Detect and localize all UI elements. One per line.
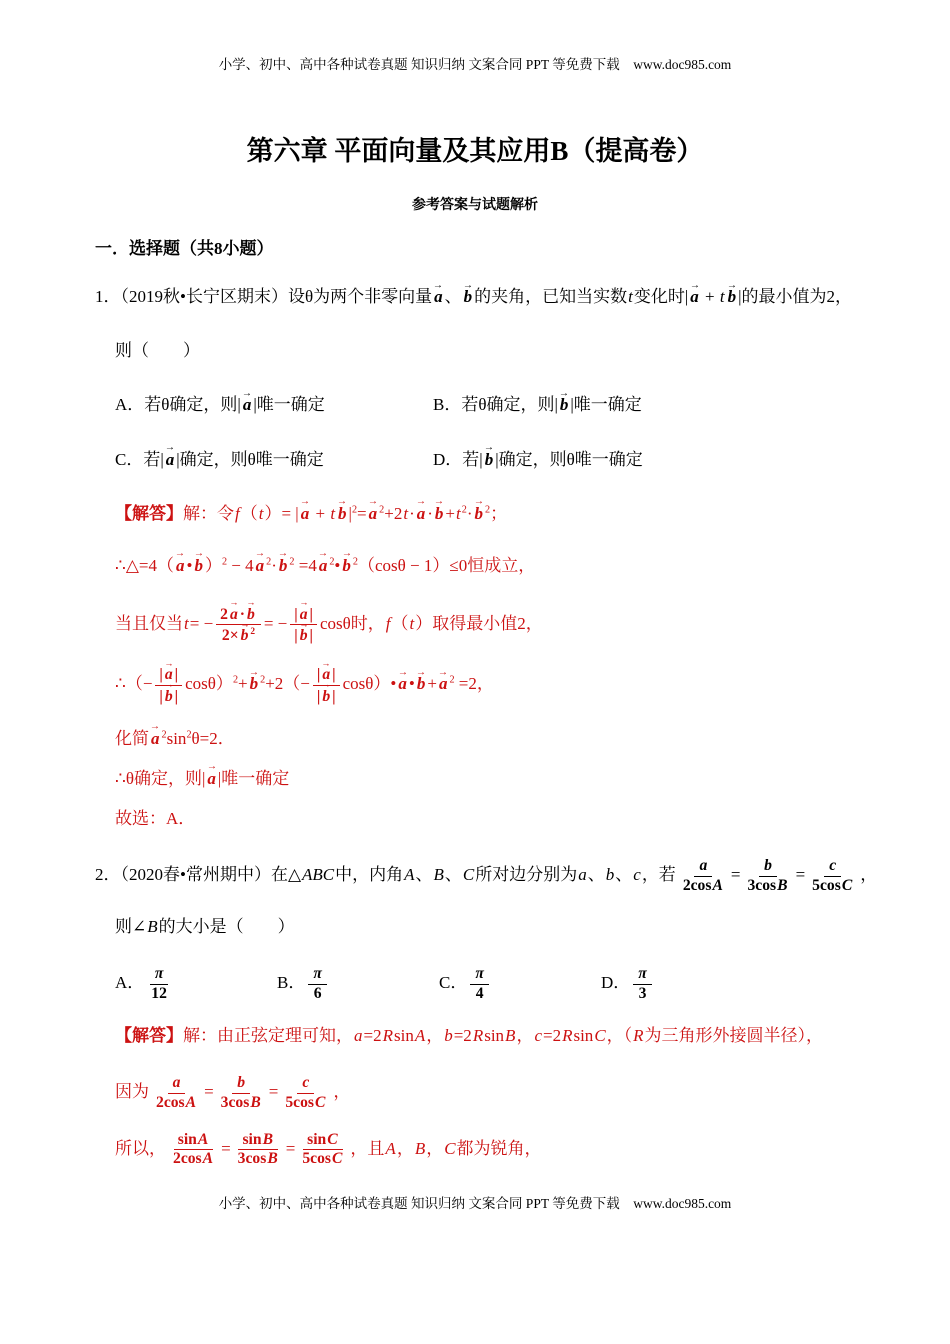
q1-option-c: C．若| a → |确定，则θ唯一确定 [115,446,433,474]
math-variable: B [262,1130,273,1148]
math-vector: a → [688,285,701,307]
fraction-denominator: 2cosA [156,1093,197,1111]
math-variable: C [594,1025,606,1045]
math-variable: t [403,503,409,523]
math-superscript: 2 [221,555,228,567]
math-variable: c [534,1025,542,1045]
fraction-denominator: 12 [151,985,167,1003]
math-vector: b → [462,285,475,307]
q1-options-row-2 [115,446,864,474]
math-superscript: 2 [250,627,256,638]
math-variable: c [829,856,837,874]
fraction-numerator: | a → | [290,604,317,626]
math-variable: a [578,865,587,885]
math-vector: a → [415,502,428,524]
header-text: 小学、初中、高中各种试卷真题 知识归纳 文案合同 PPT 等免费下载 www.doc985.com [218,57,732,72]
fraction-numerator: | a → | [313,664,340,686]
q1-solution-step-5: 化简 $a \to ^2\sin^2\theta=2$． [115,725,864,753]
math-variable: a [699,856,708,874]
math-vector: b → [163,686,175,706]
q2-solution-step-1: 【解答】解：由正弦定理可知，a=2RsinA，b=2RsinB，c=2RsinC，（R为三角形外接圆半径）， [115,1025,824,1045]
q1-option-b: B．若θ确定，则| b → |唯一确定 [433,391,642,419]
question-2 [95,856,878,1169]
math-superscript: 2 [329,555,335,567]
fraction-denominator: | b → | [155,686,182,707]
math-variable: π [313,965,322,983]
fraction-numerator [308,965,327,985]
math-variable: a [354,1025,363,1045]
math-variable: R [472,1025,484,1045]
math-fraction [234,1131,283,1170]
math-fraction [290,604,317,647]
math-vector: a → [149,727,162,749]
math-bold-text: 【解答】 [115,1025,183,1045]
fraction-denominator: 3cosB [237,1150,278,1168]
math-variable: c [633,865,641,885]
math-vector: a → [437,672,450,694]
q1-option-d: D．若| b → |确定，则θ唯一确定 [433,446,643,474]
math-variable: a [172,1074,181,1092]
math-variable: t [719,287,725,307]
math-vector: a → [432,285,445,307]
math-superscript: 2 [352,555,358,567]
fraction-numerator [759,857,777,877]
math-superscript: 2 [266,555,272,567]
question-1 [95,283,864,832]
math-variable: t [456,503,461,523]
math-superscript: 2 [379,503,385,515]
math-variable: A [185,1093,197,1111]
math-bold-text: 【解答】 [115,503,183,523]
math-vector: b → [192,554,205,576]
math-fraction [147,965,171,1004]
math-variable: A [712,876,723,894]
q2-option-a: A． $\frac{\pi}{12}$ [115,965,277,1004]
doc-footer [0,1192,950,1212]
fraction-denominator: 5cosC [285,1093,326,1111]
fraction-numerator [824,857,841,877]
math-fraction [308,965,327,1004]
q2-solution-step-2: 因为 $\frac{a}{2\cos A}$ = $\frac{b}{3\cos B}$ = $\frac{c}{5\cos C}$ ， [115,1074,351,1111]
math-variable: C [315,1093,326,1111]
math-variable: A [404,865,415,885]
math-variable: c [302,1074,310,1092]
math-vector: a → [254,554,267,576]
fraction-denominator: 3 [638,985,647,1003]
math-variable: A [414,1025,426,1045]
math-fraction [298,1131,347,1170]
math-vector: a → [317,554,330,576]
math-variable: π [475,965,484,983]
math-vector: b → [726,285,739,307]
math-variable: b [237,1074,246,1092]
fraction-denominator: 4 [475,985,484,1003]
math-variable: B [777,876,788,894]
fraction-numerator: 2 a → · b → [216,604,261,626]
math-variable: π [638,965,647,983]
math-superscript: 2 [289,555,295,567]
q1-solution-step-4: ∴（− $\frac{| a \to |}{| b \to |}$ cosθ）$^2$+ b → $^2$+2（− $\frac{| a \to |}{| b \to |}$ cosθ）• a → • b → + a → $^2$ =2， [115,664,864,707]
math-vector: a → [298,604,310,624]
fraction-numerator: sinC [303,1131,343,1151]
math-variable: A [385,1138,396,1158]
fraction-numerator: sinA [174,1131,214,1151]
math-vector: b → [277,554,290,576]
fraction-denominator: 3cosB [220,1093,261,1111]
math-superscript: 2 [485,503,491,515]
math-fraction [217,1074,266,1113]
fraction-denominator: 2× b → $^2$ [218,625,259,646]
math-variable: B [433,865,444,885]
math-fraction [216,604,261,647]
math-vector: b → [558,393,571,415]
math-vector: a → [241,393,254,415]
q1-solution-step-3: 当且仅当t= − $\frac{2 a \to \cdot b \to}{2\times b \to ^2}$ = − $\frac{| a \to |}{| b \to |}$ cosθ时，f（t）取得最小值2， [115,604,864,647]
q2-option-b: B． $\frac{\pi}{6}$ [277,965,439,1004]
math-vector: b → [415,672,428,694]
q2-stem: 2．（2020春•常州期中）在△ABC中，内角A、B、C所对边分别为a、b、c，若 $\frac{a}{2\cos A}$ = $\frac{b}{3\cos B}$ = $\frac{c}{5\cos C}$ ， [95,856,878,894]
math-vector: b → [336,502,349,524]
math-variable: t [330,503,336,523]
q1-solution-step-2: ∴△=4（ a → • b → ）$^2$ − 4 a → $^2$· b → $^2$ =4 a → $^2$• b → $^2$（cosθ − 1）≤0恒成立， [115,552,864,580]
math-vector: a → [164,448,177,470]
fraction-numerator [168,1074,186,1094]
math-variable: C [462,865,475,885]
math-vector: b → [320,686,332,706]
fraction-denominator: | b → | [313,686,340,707]
math-vector: b → [340,554,353,576]
math-vector: b → [473,502,486,524]
math-vector: a → [174,554,187,576]
math-vector: b → [433,502,446,524]
math-fraction [155,664,182,707]
fraction-numerator [633,965,652,985]
footer-text: 小学、初中、高中各种试卷真题 知识归纳 文案合同 PPT 等免费下载 www.doc985.com [218,1196,732,1211]
math-vector: b → [245,604,257,624]
q1-solution-step-1: 【解答】解：令f（t）= | a → + t $b \to |^2= a \to ^2+2t\cdot a$ → · $b \to +t^2\cdot b \to ^2$； [115,500,864,528]
math-variable: ABC [302,865,335,885]
fraction-numerator [470,965,489,985]
math-vector: a → [367,502,380,524]
fraction-numerator [150,965,169,985]
fraction-denominator: | b → | [290,625,317,646]
math-variable: R [562,1025,573,1045]
math-superscript: 2 [449,674,455,686]
math-variable: C [327,1130,338,1148]
page-subtitle: 参考答案与试题解析 [412,197,538,213]
math-fraction [169,1131,218,1170]
q1-stem: 1．（2019秋•长宁区期末）设θ为两个非零向量 a → 、 b → 的夹角，已知当实数t变化时| a → + t b → |的最小值为2， [95,283,864,311]
fraction-denominator: 5cosC [302,1150,343,1168]
q1-solution-step-6: ∴θ确定，则| a → |唯一确定 [115,765,864,793]
math-vector: b → [298,625,310,645]
math-vector: a → [228,604,240,624]
q2-solution-step-3: 所以， $\frac{\sin A}{2\cos A}$ = $\frac{\sin B}{3\cos B}$ = $\frac{\sin C}{5\cos C}$ ，且A，B，C都为锐角， [115,1130,542,1168]
math-vector: b → [248,672,261,694]
math-variable: b [444,1025,453,1045]
math-vector: a → [205,767,218,789]
math-fraction [633,965,652,1004]
fraction-denominator: 3cosB [747,876,788,894]
math-fraction [281,1074,330,1113]
math-superscript: 2 [260,674,266,686]
q1-option-a: A．若θ确定，则| a → |唯一确定 [115,391,433,419]
math-variable: B [505,1025,516,1045]
fraction-numerator: | a → | [155,664,182,686]
q2-prompt: 则∠B的大小是（ ） [115,917,295,937]
fraction-denominator: 6 [313,985,322,1003]
math-fraction [313,664,340,707]
math-variable: B [147,917,158,937]
q1-options-row-1 [115,391,864,419]
math-variable: t [184,613,189,633]
math-vector: b → [239,625,251,645]
math-variable: t [258,503,264,523]
math-superscript: 2 [186,729,192,741]
math-vector: a → [299,502,312,524]
fraction-numerator [694,857,712,877]
math-variable: R [633,1025,644,1045]
section-heading: 一．选择题（共8小题） [95,238,274,258]
q2-option-d: D． $\frac{\pi}{3}$ [601,965,763,1004]
fraction-numerator [232,1074,250,1094]
math-superscript: 2 [232,674,239,686]
math-vector: b → [483,448,496,470]
document-body [95,236,878,1169]
math-superscript: 2 [161,729,167,741]
math-variable: t [409,613,415,633]
math-variable: A [197,1130,209,1148]
math-vector: a → [163,664,175,684]
math-fraction [470,965,489,1004]
math-fraction [743,857,792,896]
q1-answer: 故选：A． [115,808,196,828]
math-vector: a → [396,672,409,694]
math-fraction [808,857,857,896]
fraction-denominator: 2cosA [173,1150,214,1168]
math-vector: a → [320,664,332,684]
math-variable: C [444,1138,456,1158]
math-variable: C [332,1150,343,1168]
math-superscript: 2 [461,503,467,515]
math-fraction [152,1074,201,1113]
math-variable: f [235,503,240,523]
math-variable: C [841,876,853,894]
math-variable: B [250,1093,261,1111]
q2-option-c: C． $\frac{\pi}{4}$ [439,965,601,1004]
math-variable: A [202,1150,214,1168]
math-variable: B [414,1138,426,1158]
fraction-numerator [297,1074,314,1094]
q1-prompt: 则（ ） [115,341,200,361]
fraction-denominator: 2cosA [682,876,723,894]
math-variable: t [628,287,633,307]
math-fraction [679,857,728,896]
math-variable: R [382,1025,393,1045]
math-variable: b [605,865,615,885]
math-variable: b [764,856,772,874]
math-variable: B [267,1150,278,1168]
page-title: 第六章 平面向量及其应用B（提高卷） [246,135,704,166]
math-superscript: 2 [351,503,358,515]
math-variable: π [154,965,164,983]
fraction-denominator: 5cosC [812,876,853,894]
doc-header [0,56,950,75]
fraction-numerator: sinB [238,1131,278,1151]
q2-options-row [115,965,864,1004]
math-variable: f [385,613,391,633]
